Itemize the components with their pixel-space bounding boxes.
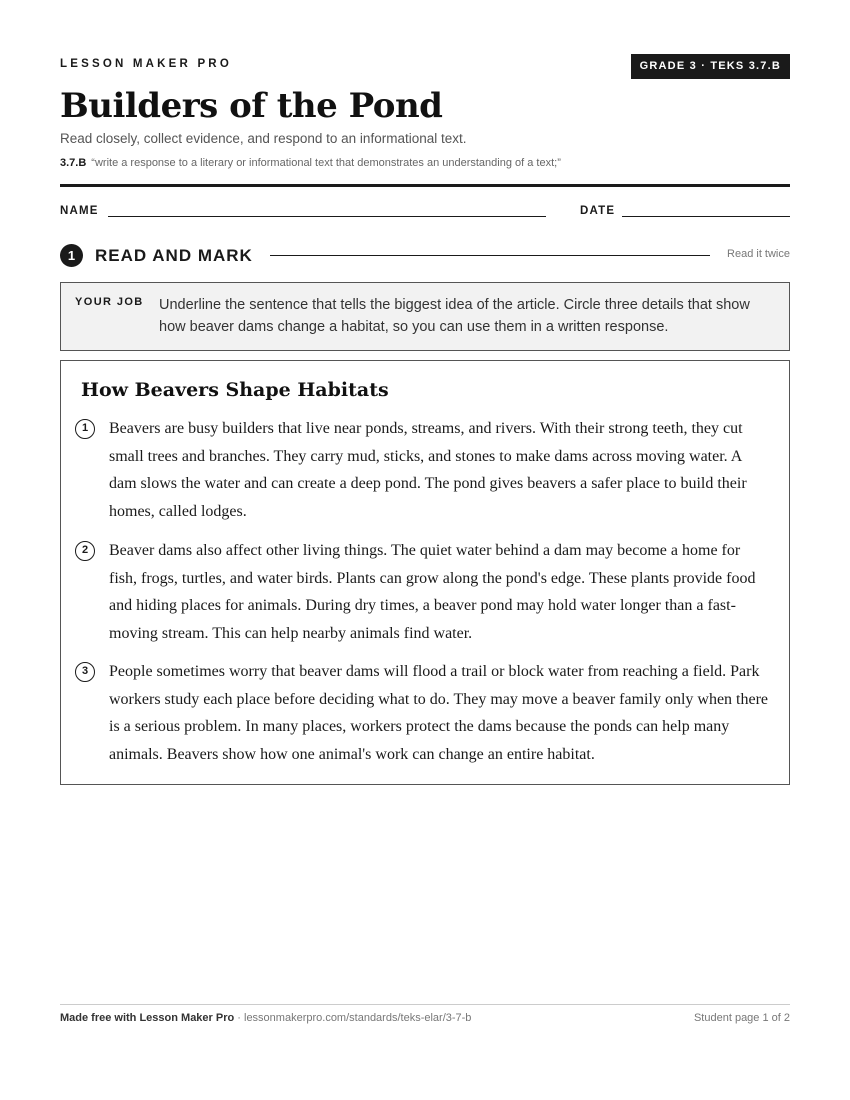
footer-url[interactable]: · lessonmakerpro.com/standards/teks-elar/3-7-b — [237, 1012, 472, 1024]
date-label: DATE — [580, 205, 616, 217]
footer-made-with: Made free with Lesson Maker Pro — [60, 1012, 235, 1024]
paragraph-number: 2 — [75, 541, 95, 561]
worksheet-page — [60, 0, 790, 1100]
your-job-label: YOUR JOB — [75, 296, 144, 308]
paragraph-text: People sometimes worry that beaver dams will flood a trail or block water from reaching a field. Park workers study each place before deciding what to do. They may move a beaver family only when there is a serious problem. In many places, workers protect the dams because the ponds can help many animals. Beavers show how one animal's work can change an entire habitat. — [109, 663, 769, 763]
name-label: NAME — [60, 205, 99, 217]
section-title: READ AND MARK — [95, 246, 253, 265]
grade-standard-badge: GRADE 3 · TEKS 3.7.B — [631, 54, 790, 79]
standard-text: “write a response to a literary or informational text that demonstrates an understanding of a text;” — [91, 157, 561, 169]
footer-divider — [60, 1004, 790, 1005]
date-field-line[interactable] — [622, 216, 790, 217]
article-box — [60, 360, 790, 785]
footer-credit — [60, 1012, 471, 1024]
paragraph-number: 1 — [75, 419, 95, 439]
header-divider — [60, 184, 790, 187]
paragraph-text: Beavers are busy builders that live near ponds, streams, and rivers. With their strong teeth, they cut small trees and branches. They carry mud, sticks, and stones to make dams across moving water. A dam slows the water and can create a deep pond. The pond gives beavers a safer place to build their homes, called lodges. — [109, 420, 747, 520]
page-subtitle: Read closely, collect evidence, and respond to an informational text. — [60, 131, 467, 146]
paragraph-number: 3 — [75, 662, 95, 682]
section-note: Read it twice — [727, 248, 790, 260]
name-field-line[interactable] — [108, 216, 546, 217]
page-title: Builders of the Pond — [60, 86, 443, 126]
your-job-text: Underline the sentence that tells the biggest idea of the article. Circle three details that show how beaver dams change a habitat, so you can use them in a written response. — [159, 297, 750, 335]
standard-line — [60, 157, 561, 169]
article-title: How Beavers Shape Habitats — [81, 379, 389, 401]
section-number-badge: 1 — [60, 244, 83, 267]
standard-code: 3.7.B — [60, 157, 87, 169]
section-divider — [270, 255, 710, 256]
footer-page-number: Student page 1 of 2 — [693, 1012, 790, 1024]
your-job-box — [60, 282, 790, 351]
paragraph-text: Beaver dams also affect other living things. The quiet water behind a dam may become a home for fish, frogs, turtles, and water birds. Plants can grow along the pond's edge. These plants provide food and hiding places for animals. During dry times, a beaver pond may hold water longer than a fast-moving stream. This can help nearby animals find water. — [109, 542, 756, 642]
brand-name: LESSON MAKER PRO — [60, 58, 232, 70]
